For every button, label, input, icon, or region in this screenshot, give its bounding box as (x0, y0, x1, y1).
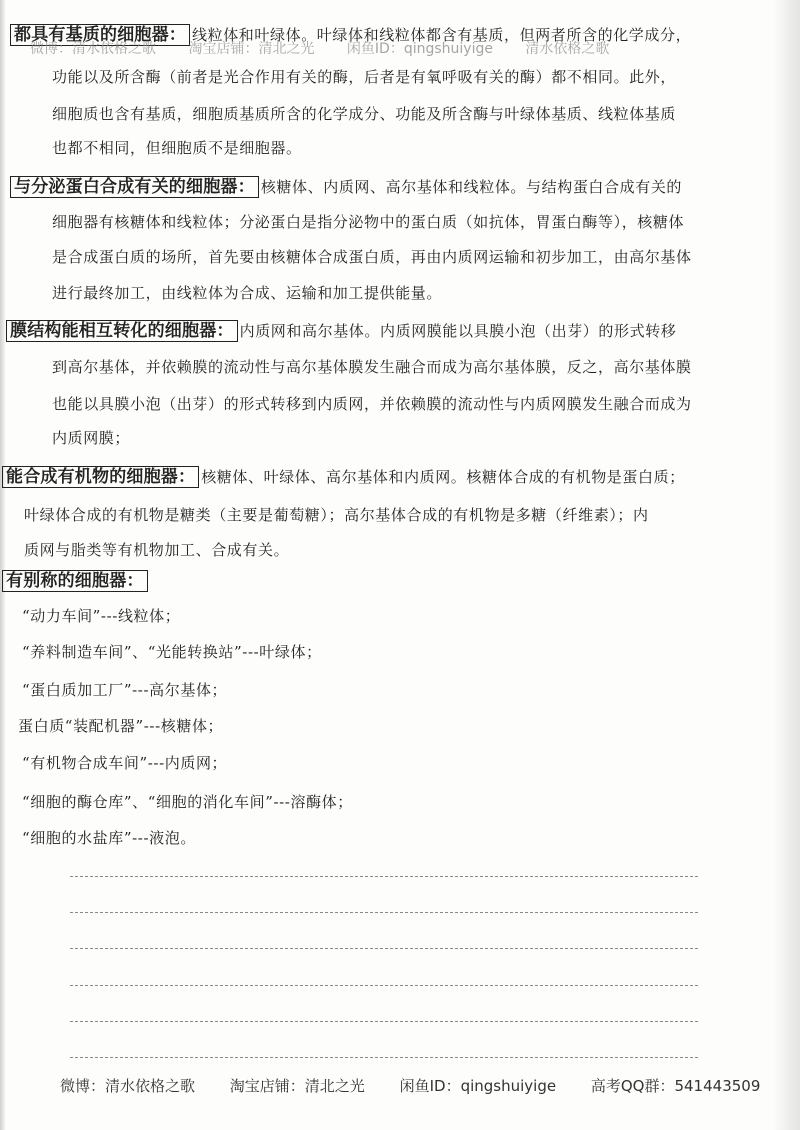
section-3-line-1 (6, 320, 676, 342)
watermark-weibo: 微博：清水依格之歌 (30, 41, 156, 57)
footer-taobao: 淘宝店铺：清北之光 (229, 1077, 365, 1095)
alias-item: “蛋白质加工厂”---高尔基体； (22, 681, 228, 699)
blank-line (70, 912, 698, 913)
blank-line (70, 985, 698, 986)
alias-item: “动力车间”---线粒体； (22, 607, 181, 625)
alias-item: “细胞的酶仓库”、“细胞的消化车间”---溶酶体； (22, 793, 353, 811)
section-text: 是合成蛋白质的场所，首先要由核糖体合成蛋白质，再由内质网运输和初步加工，由高尔基体 (52, 248, 692, 266)
section-text: 核糖体、内质网、高尔基体和线粒体。与结构蛋白合成有关的 (260, 178, 683, 196)
watermark-extra: 清水依格之歌 (525, 41, 610, 57)
footer-xianyu: 闲鱼ID：qingshuiyige (399, 1077, 557, 1095)
footer-qq: 高考QQ群：541443509 (590, 1077, 761, 1095)
blank-line (70, 1057, 698, 1058)
alias-item: “细胞的水盐库”---液泡。 (22, 829, 196, 847)
alias-item: “养料制造车间”、“光能转换站”---叶绿体； (22, 643, 322, 661)
alias-item: 蛋白质“装配机器”---核糖体； (18, 717, 224, 735)
alias-item: “有机物合成车间”---内质网； (22, 754, 228, 772)
blank-line (70, 876, 698, 877)
section-heading: 都具有基质的细胞器： (10, 24, 190, 46)
section-heading: 膜结构能相互转化的细胞器： (6, 320, 238, 342)
section-text: 细胞器有核糖体和线粒体；分泌蛋白是指分泌物中的蛋白质（如抗体，胃蛋白酶等），核糖体 (52, 213, 685, 231)
section-text: 也能以具膜小泡（出芽）的形式转移到内质网，并依赖膜的流动性与内质网膜发生融合而成为 (52, 395, 692, 413)
section-text: 细胞质也含有基质，细胞质基质所含的化学成分、功能及所含酶与叶绿体基质、线粒体基质 (52, 105, 677, 123)
section-text: 内质网和高尔基体。内质网膜能以具膜小泡（出芽）的形式转移 (239, 322, 677, 340)
top-watermark (30, 38, 637, 58)
section-text: 内质网膜； (52, 429, 131, 447)
section-4-line-1 (2, 466, 685, 488)
blank-line (70, 948, 698, 949)
section-text: 也都不相同，但细胞质不是细胞器。 (52, 139, 302, 157)
footer (60, 1075, 790, 1096)
section-heading: 能合成有机物的细胞器： (2, 466, 199, 488)
section-heading: 有别称的细胞器： (2, 570, 148, 592)
watermark-xianyu: 闲鱼ID：qingshuiyige (346, 41, 493, 57)
section-text: 线粒体和叶绿体。叶绿体和线粒体都含有基质，但两者所含的化学成分， (192, 26, 692, 44)
footer-weibo: 微博：清水依格之歌 (60, 1077, 196, 1095)
watermark-taobao: 淘宝店铺：清北之光 (188, 41, 315, 57)
section-5-line-1 (2, 570, 150, 592)
section-2-line-1 (10, 176, 682, 198)
section-text: 核糖体、叶绿体、高尔基体和内质网。核糖体合成的有机物是蛋白质； (201, 468, 685, 486)
scan-edge-right (772, 0, 800, 1130)
blank-line (70, 1021, 698, 1022)
section-text: 到高尔基体，并依赖膜的流动性与高尔基体膜发生融合而成为高尔基体膜，反之，高尔基体膜 (52, 358, 692, 376)
section-text: 功能以及所含酶（前者是光合作用有关的酶，后者是有氧呼吸有关的酶）都不相同。此外， (52, 68, 677, 86)
scan-edge-left (0, 0, 6, 1130)
section-text: 质网与脂类等有机物加工、合成有关。 (24, 541, 290, 559)
section-heading: 与分泌蛋白合成有关的细胞器： (10, 176, 259, 198)
section-text: 进行最终加工，由线粒体为合成、运输和加工提供能量。 (52, 284, 443, 302)
section-text: 叶绿体合成的有机物是糖类（主要是葡萄糖）；高尔基体合成的有机物是多糖（纤维素）；内 (24, 506, 649, 524)
